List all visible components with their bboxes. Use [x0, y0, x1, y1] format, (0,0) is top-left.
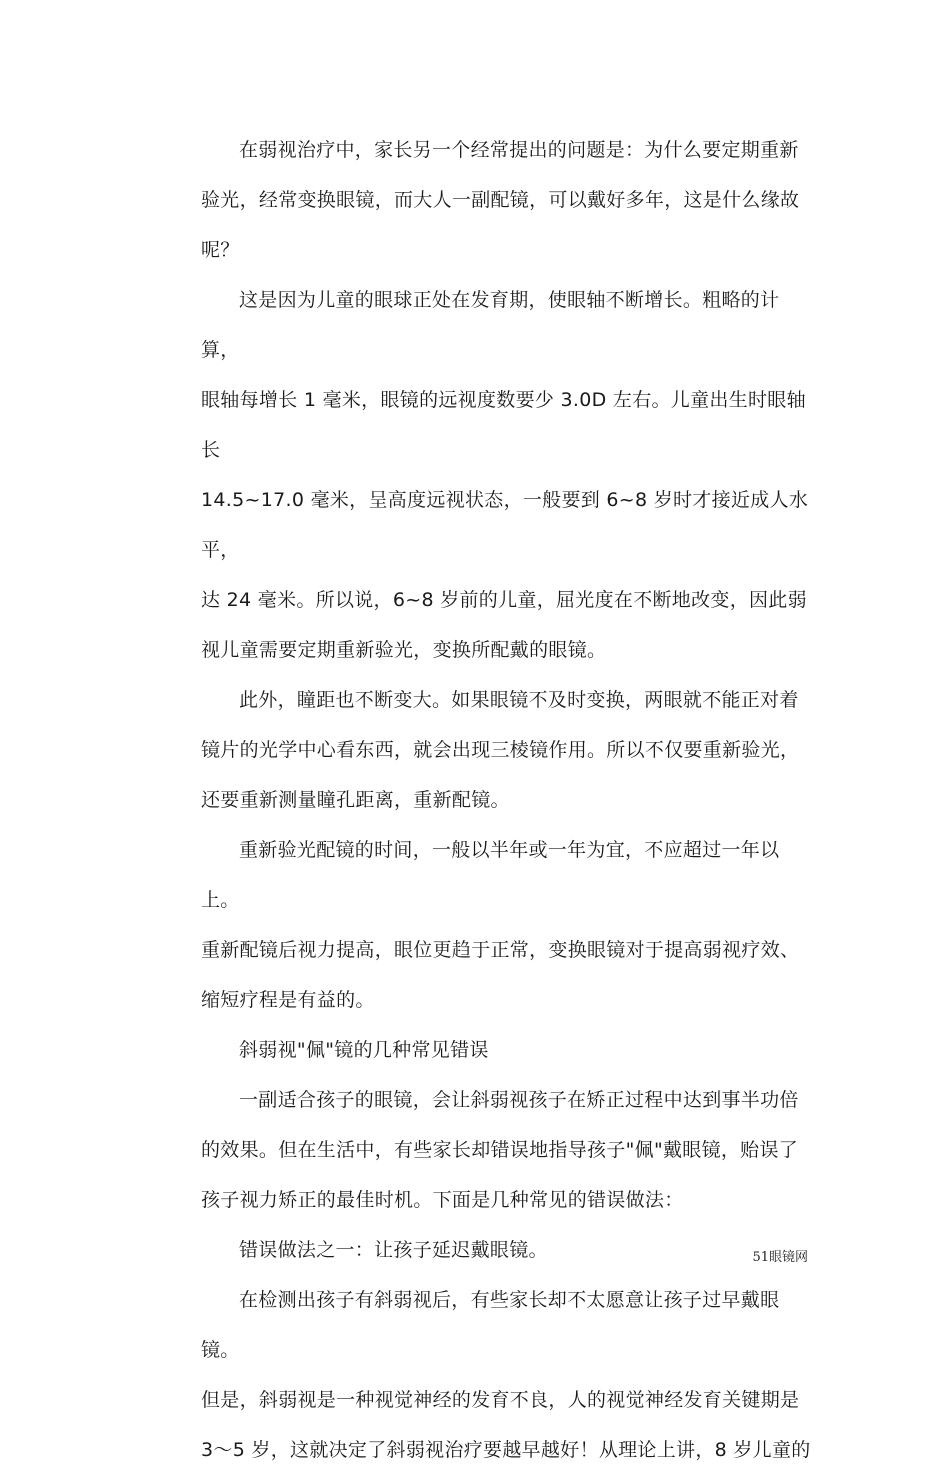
mistake-one-heading: 错误做法之一：让孩子延迟戴眼镜。 [239, 1239, 548, 1261]
paragraph-frequent-refraction-question: 在弱视治疗中，家长另一个经常提出的问题是：为什么要定期重新 验光，经常变换眼镜，而大人一副配镜，可以戴好多年，这是什么缘故 呢？ [201, 139, 800, 261]
paragraph-pupil-distance: 此外，瞳距也不断变大。如果眼镜不及时变换，两眼就不能正对着 镜片的光学中心看东西，就会出现三棱镜作用。所以不仅要重新验光， 还要重新测量瞳孔距离，重新配镜。 [201, 689, 800, 811]
paragraph-eye-axis-growth: 这是因为儿童的眼球正处在发育期，使眼轴不断增长。粗略的计算， 眼轴每增长 1 毫米，眼镜的远视度数要少 3.0D 左右。儿童出生时眼轴长 14.5~17.0 毫米，呈高度远视状态，一般要到 6~8 岁时才接近成人水平， 达 24 毫米。所以说，6~8 岁前的儿童，屈光度在不断地改变，因此弱 视儿童需要定期重新验光，变换所配戴的眼镜。 [201, 289, 809, 661]
paragraph-delayed-glasses: 在检测出孩子有斜弱视后，有些家长却不太愿意让孩子过早戴眼镜。 但是，斜弱视是一种视觉神经的发育不良，人的视觉神经发育关键期是 3～5 岁，这就决定了斜弱视治疗要越早越好！从理论上讲，8 岁儿童的 [201, 1289, 811, 1461]
article-body [201, 125, 813, 1475]
paragraph-suitable-glasses: 一副适合孩子的眼镜，会让斜弱视孩子在矫正过程中达到事半功倍 的效果。但在生活中，有些家长却错误地指导孩子"佩"戴眼镜，贻误了 孩子视力矫正的最佳时机。下面是几种常见的错误做法： [201, 1089, 799, 1211]
page-footer-source: 51眼镜网 [752, 1250, 808, 1265]
paragraph-refitting-interval: 重新验光配镜的时间，一般以半年或一年为宜，不应超过一年以上。 重新配镜后视力提高，眼位更趋于正常，变换眼镜对于提高弱视疗效、 缩短疗程是有益的。 [201, 839, 800, 1011]
section-heading-common-mistakes: 斜弱视"佩"镜的几种常见错误 [239, 1039, 489, 1061]
